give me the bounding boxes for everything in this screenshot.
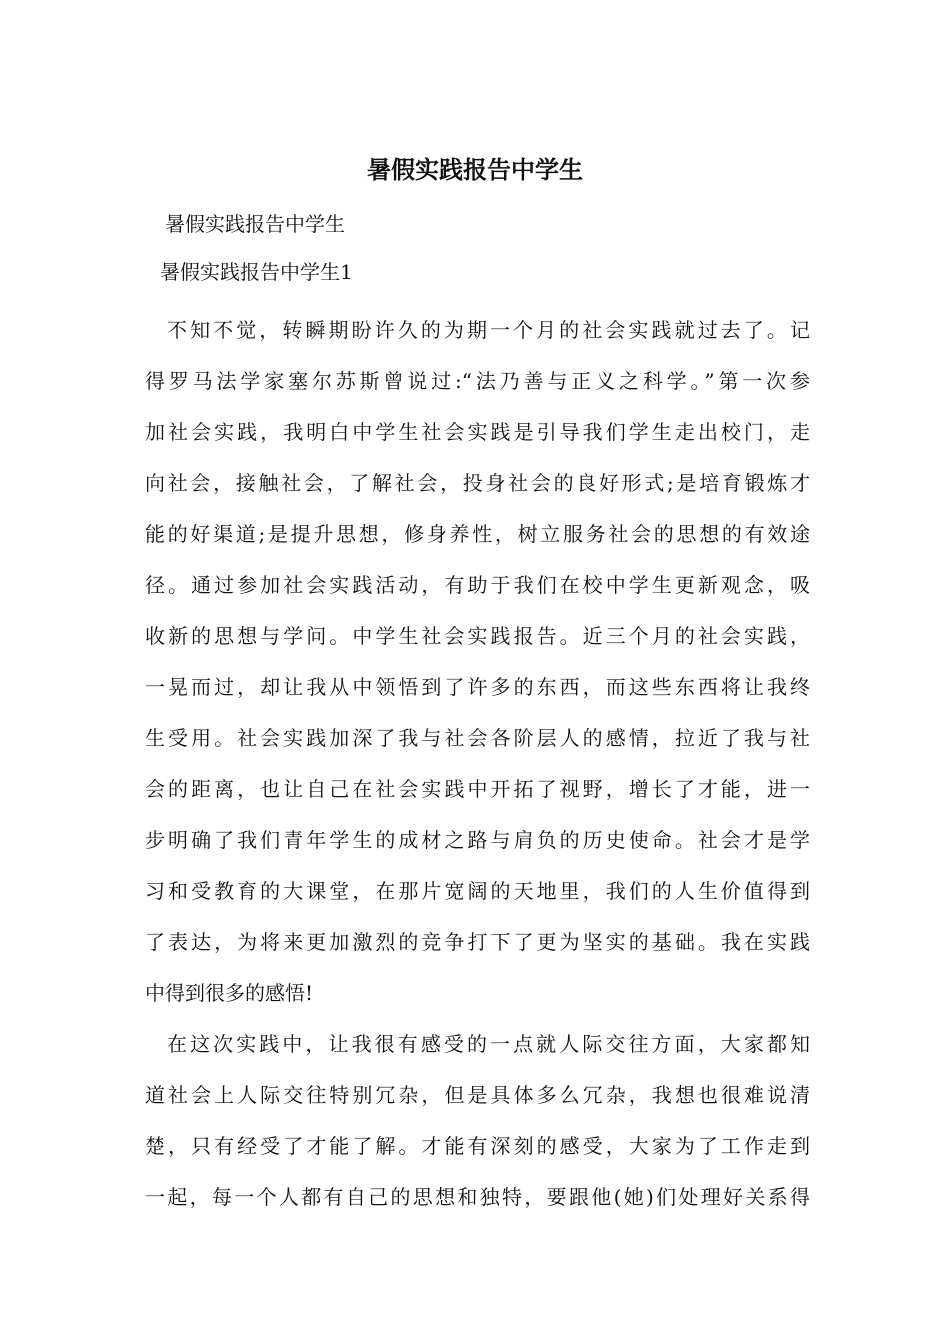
- text-line: 一起，每一个人都有自己的思想和独特，要跟他(她)们处理好关系得: [145, 1185, 810, 1209]
- text-line: 道社会上人际交往特别冗杂，但是具体多么冗杂，我想也很难说清: [145, 1083, 810, 1107]
- text-line: 得罗马法学家塞尔苏斯曾说过:“法乃善与正义之科学。”第一次参: [145, 369, 810, 393]
- text-line: 生受用。社会实践加深了我与社会各阶层人的感情，拉近了我与社: [145, 726, 810, 750]
- text-line: 能的好渠道;是提升思想，修身养性，树立服务社会的思想的有效途: [145, 522, 810, 546]
- text-line: 收新的思想与学问。中学生社会实践报告。近三个月的社会实践，: [145, 624, 810, 648]
- text-line: 在这次实践中，让我很有感受的一点就人际交往方面，大家都知: [167, 1032, 810, 1056]
- text-line: 楚，只有经受了才能了解。才能有深刻的感受，大家为了工作走到: [145, 1134, 810, 1158]
- text-line: 加社会实践，我明白中学生社会实践是引导我们学生走出校门，走: [145, 420, 810, 444]
- paragraph-1: [145, 305, 810, 1019]
- text-line: 一晃而过，却让我从中领悟到了许多的东西，而这些东西将让我终: [145, 675, 810, 699]
- document-title: 暑假实践报告中学生: [367, 156, 583, 184]
- body-text: [145, 305, 810, 1223]
- text-line: 会的距离，也让自己在社会实践中开拓了视野，增长了才能，进一: [145, 777, 810, 801]
- paragraph-2: [145, 1019, 810, 1223]
- text-line: 不知不觉，转瞬期盼许久的为期一个月的社会实践就过去了。记: [167, 318, 810, 342]
- document-subtitle: 暑假实践报告中学生: [165, 212, 345, 236]
- section-heading: 暑假实践报告中学生1: [160, 260, 353, 284]
- text-line: 步明确了我们青年学生的成材之路与肩负的历史使命。社会才是学: [145, 828, 810, 852]
- text-line: 习和受教育的大课堂，在那片宽阔的天地里，我们的人生价值得到: [145, 879, 810, 903]
- text-line: 中得到很多的感悟!: [145, 981, 314, 1005]
- text-line: 了表达，为将来更加激烈的竞争打下了更为坚实的基础。我在实践: [145, 930, 810, 954]
- text-line: 向社会，接触社会，了解社会，投身社会的良好形式;是培育锻炼才: [145, 471, 810, 495]
- text-line: 径。通过参加社会实践活动，有助于我们在校中学生更新观念，吸: [145, 573, 810, 597]
